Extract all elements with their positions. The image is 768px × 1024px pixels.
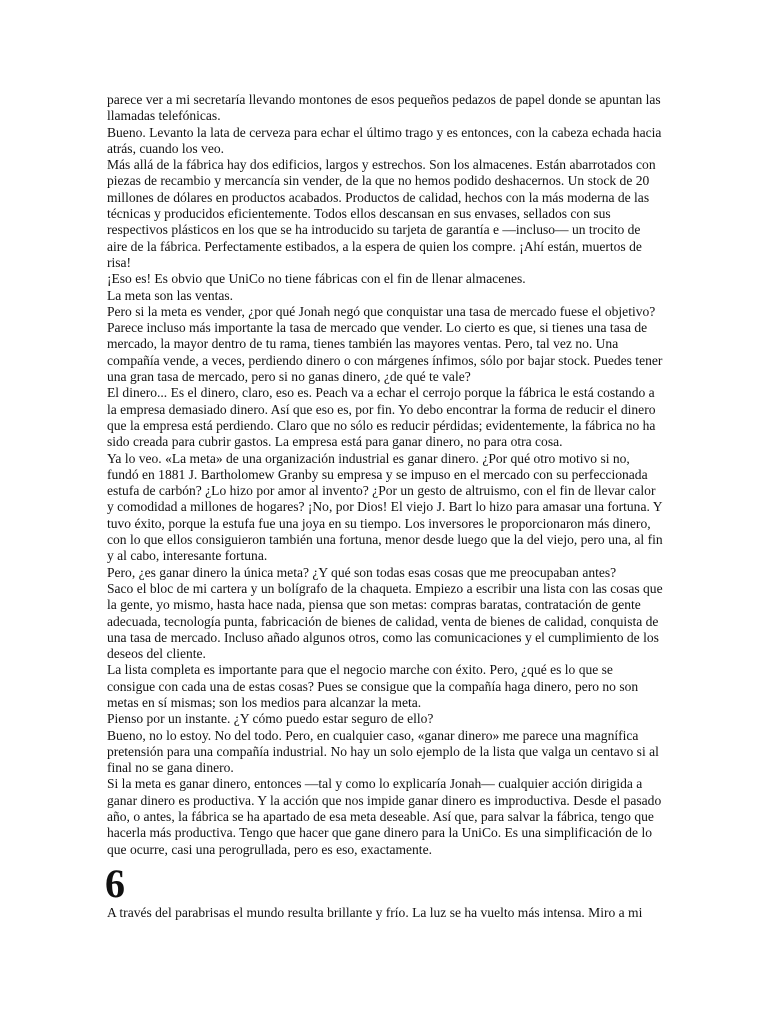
chapter-heading: 6 (105, 861, 125, 906)
paragraph: Pienso por un instante. ¿Y cómo puedo estar seguro de ello? (107, 711, 434, 727)
paragraph: parece ver a mi secretaría llevando montones de esos pequeños pedazos de papel donde se apuntan las llamadas telefónicas. (107, 92, 661, 124)
paragraph: Más allá de la fábrica hay dos edificios, largos y estrechos. Son los almacenes. Están abarrotados con piezas de recambio y mercancía sin vender, de la que no hemos podido deshacernos. Un stock de 20 millones de dólares en productos acabados. Productos de calidad, hechos con la más moderna de las técnicas y producidos eficientemente. Todos ellos descansan en sus envases, sellados con sus respectivos plásticos en los que se ha introducido su tarjeta de garantía e —incluso— un trocito de aire de la fábrica. Perfectamente estibados, a la espera de quien los compre. ¡Ahí están, muertos de risa! (107, 157, 656, 270)
next-chapter-paragraph: A través del parabrisas el mundo resulta brillante y frío. La luz se ha vuelto más intensa. Miro a mi (107, 905, 643, 920)
paragraph: Pero, ¿es ganar dinero la única meta? ¿Y qué son todas esas cosas que me preocupaban antes? (107, 564, 617, 580)
paragraph: Ya lo veo. «La meta» de una organización industrial es ganar dinero. ¿Por qué otro motivo si no, fundó en 1881 J. Bartholomew Granby su empresa y se impuso en el mercado con su perfeccionada estufa de carbón? ¿Lo hizo por amor al invento? ¿Por un gesto de altruismo, con el fin de llevar calor y comodidad a millones de hogares? ¡No, por Dios! El viejo J. Bart lo hizo para amasar una fortuna. Y tuvo éxito, porque la estufa fue una joya en su tiempo. Los inversores le proporcionaron más dinero, con lo que ellos consiguieron también una fortuna, menor desde luego que la del viejo, pero una, al fin y al cabo, interesante fortuna. (107, 450, 663, 564)
paragraph: Bueno. Levanto la lata de cerveza para echar el último trago y es entonces, con la cabeza echada hacia atrás, cuando los veo. (107, 124, 662, 156)
paragraph: Pero si la meta es vender, ¿por qué Jonah negó que conquistar una tasa de mercado fuese el objetivo? Parece incluso más importante la tasa de mercado que vender. Lo cierto es que, si tienes una tasa de mercado, la mayor dentro de tu rama, tienes también las mayores ventas. Pero, tal vez no. Una compañía vende, a veces, perdiendo dinero o con márgenes ínfimos, sólo por bajar stock. Puedes tener una gran tasa de mercado, pero si no ganas dinero, ¿de qué te vale? (107, 303, 663, 385)
paragraph: La meta son las ventas. (107, 287, 234, 303)
paragraph: ¡Eso es! Es obvio que UniCo no tiene fábricas con el fin de llenar almacenes. (107, 271, 526, 287)
body-text (107, 92, 663, 858)
paragraph: La lista completa es importante para que el negocio marche con éxito. Pero, ¿qué es lo que se consigue con cada una de estas cosas? Pues se consigue que la compañía haga dinero, pero no son metas en sí mismas; son los medios para alcanzar la meta. (107, 662, 639, 710)
paragraph: Bueno, no lo estoy. No del todo. Pero, en cualquier caso, «ganar dinero» me parece una magnífica pretensión para una compañía industrial. No hay un solo ejemplo de la lista que valga un centavo si al final no se gana dinero. (107, 727, 659, 776)
paragraph: Saco el bloc de mi cartera y un bolígrafo de la chaqueta. Empiezo a escribir una lista con las cosas que la gente, yo mismo, hasta hace nada, piensa que son metas: compras baratas, contratación de gente adecuada, tecnología punta, fabricación de bienes de calidad, venta de bienes de calidad, conquista de una tasa de mercado. Incluso añado algunos otros, como las comunicaciones y el cumplimiento de los deseos del cliente. (107, 580, 663, 662)
paragraph: Si la meta es ganar dinero, entonces —tal y como lo explicaría Jonah— cualquier acción dirigida a ganar dinero es productiva. Y la acción que nos impide ganar dinero es improductiva. Desde el pasado año, o antes, la fábrica se ha apartado de esa meta deseable. Así que, para salvar la fábrica, tengo que hacerla más productiva. Tengo que hacer que gane dinero para la UniCo. Es una simplificación de lo que ocurre, casi una perogrullada, pero es eso, exactamente. (107, 776, 662, 857)
paragraph: El dinero... Es el dinero, claro, eso es. Peach va a echar el cerrojo porque la fábrica le está costando a la empresa demasiado dinero. Así que eso es, por fin. Yo debo encontrar la forma de reducir el dinero que la empresa está perdiendo. Claro que no sólo es reducir pérdidas; evidentemente, la fábrica no ha sido creada para cubrir gastos. La empresa está para ganar dinero, no para otra cosa. (107, 385, 656, 450)
